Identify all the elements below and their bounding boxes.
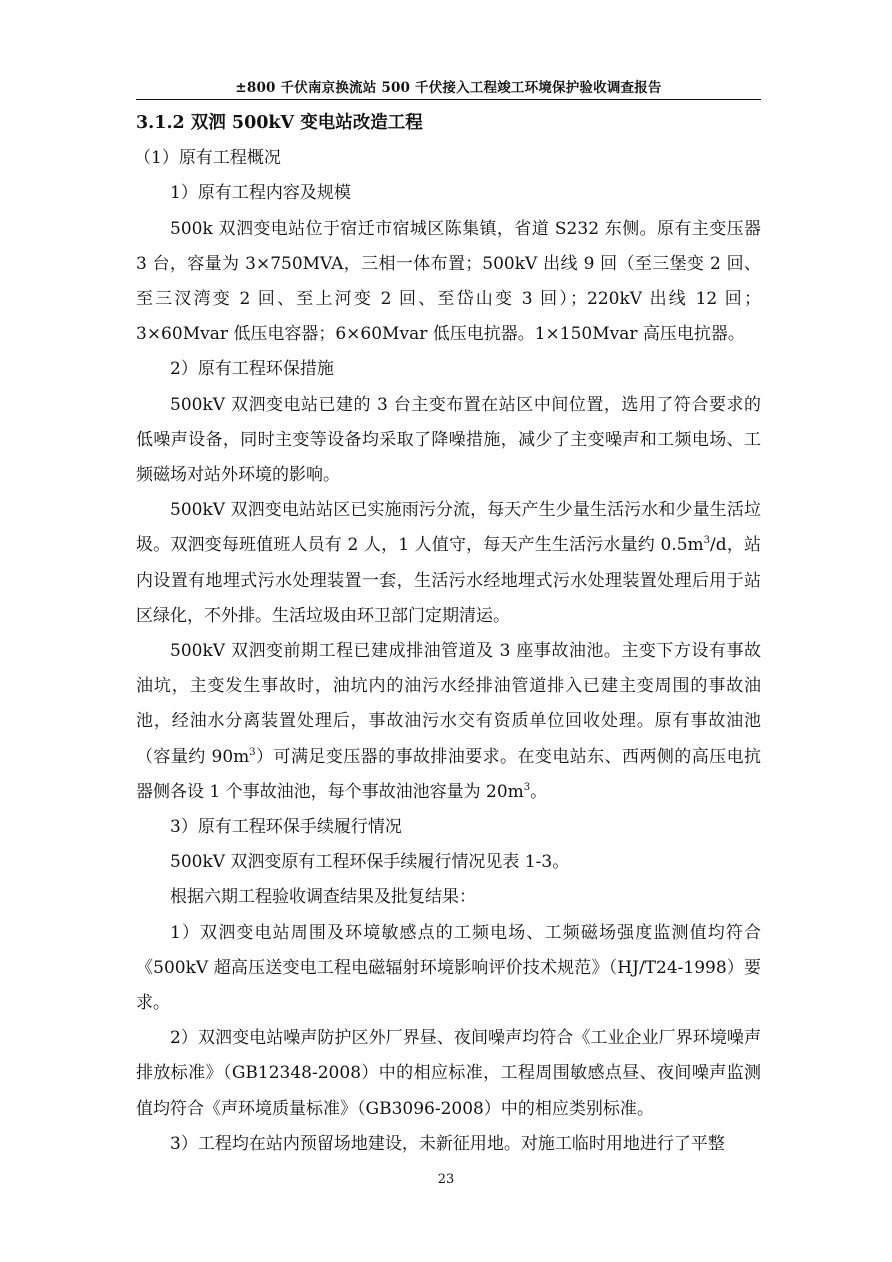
- body-text: [136, 106, 761, 1162]
- paragraph-survey-results: 根据六期工程验收调查结果及批复结果：: [170, 887, 476, 908]
- paragraph-sewage-text-a: 500kV 双泗变电站站区已实施雨污分流，每天产生少量生活污水和少量生活垃圾。双泗变每班值班人员有 2 人，1 人值守，每天产生生活污水量约 0.5m: [136, 500, 761, 556]
- paragraph-result-1: 1）双泗变电站周围及环境敏感点的工频电场、工频磁场强度监测值均符合《500kV 超高压送变电工程电磁辐射环境影响评价技术规范》（HJ/T24-1998）要求。: [136, 922, 761, 1014]
- paragraph-oil-pits: [136, 634, 761, 810]
- paragraph-noise-measures: 500kV 双泗变电站已建的 3 台主变布置在站区中间位置，选用了符合要求的低噪声设备，同时主变等设备均采取了降噪措施，减少了主变噪声和工频电场、工频磁场对站外环境的影响。: [136, 394, 761, 486]
- paragraph-oil-text-b: ）可满足变压器的事故排油要求。在变电站东、西两侧的高压电抗器侧各设 1 个事故油池，每个事故油池容量为 20m: [136, 746, 762, 802]
- paragraph-oil-text-c: 。: [530, 781, 548, 802]
- item3-title: 3）原有工程环保手续履行情况: [170, 817, 402, 838]
- item1-title: 1）原有工程内容及规模: [170, 183, 351, 204]
- section-heading: 3.1.2 双泗 500kV 变电站改造工程: [136, 113, 423, 133]
- page-number: 23: [437, 1172, 455, 1187]
- superscript: 3: [249, 746, 256, 758]
- superscript: 3: [703, 535, 711, 547]
- item2-title: 2）原有工程环保措施: [170, 359, 334, 380]
- header-rule: [136, 99, 761, 100]
- sub-heading: （1）原有工程概况: [134, 148, 281, 169]
- paragraph-procedures: 500kV 双泗变原有工程环保手续履行情况见表 1-3。: [170, 852, 570, 873]
- superscript: 3: [523, 781, 531, 793]
- paragraph-scale: 500k 双泗变电站位于宿迁市宿城区陈集镇，省道 S232 东侧。原有主变压器 3 台，容量为 3×750MVA，三相一体布置；500kV 出线 9 回（至三堡变 2 回、至三汊湾变 2 回、至上河变 2 回、至岱山变 3 回）；220kV 出线 12 回；3×60Mvar 低压电容器；6×60Mvar 低压电抗器。1×150Mvar 高压电抗器。: [136, 218, 761, 345]
- paragraph-sewage: [136, 493, 761, 634]
- running-header: ±800 千伏南京换流站 500 千伏接入工程竣工环境保护验收调查报告: [235, 80, 662, 96]
- paragraph-oil-text-a: 500kV 双泗变前期工程已建成排油管道及 3 座事故油池。主变下方设有事故油坑，主变发生事故时，油坑内的油污水经排油管道排入已建主变周围的事故油池，经油水分离装置处理后，事故油污水交有资质单位回收处理。原有事故油池（容量约 90m: [136, 641, 761, 767]
- paragraph-result-3: 3）工程均在站内预留场地建设，未新征用地。对施工临时用地进行了平整: [170, 1133, 725, 1154]
- paragraph-sewage-text-b: /d，站内设置有地埋式污水处理装置一套，生活污水经地埋式污水处理装置处理后用于站区绿化，不外排。生活垃圾由环卫部门定期清运。: [136, 535, 761, 626]
- paragraph-result-2: 2）双泗变电站噪声防护区外厂界昼、夜间噪声均符合《工业企业厂界环境噪声排放标准》（GB12348-2008）中的相应标准，工程周围敏感点昼、夜间噪声监测值均符合《声环境质量标准》（GB3096-2008）中的相应类别标准。: [136, 1028, 761, 1119]
